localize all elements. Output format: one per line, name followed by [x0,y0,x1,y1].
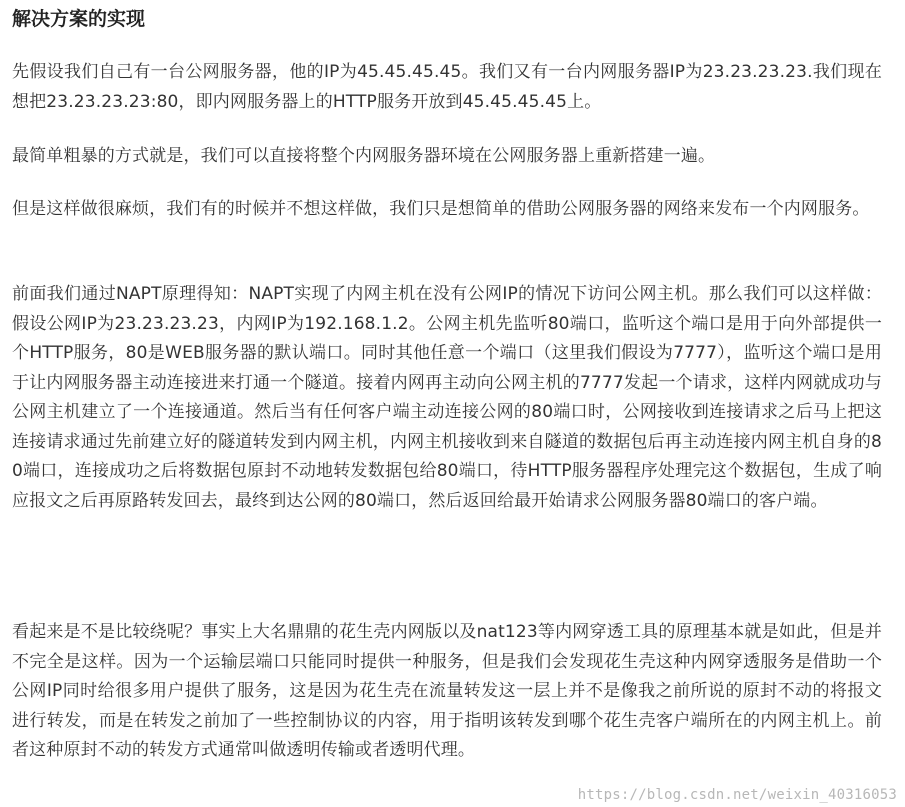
paragraph-3: 但是这样做很麻烦，我们有的时候并不想这样做，我们只是想简单的借助公网服务器的网络来发布一个内网服务。 [12,199,870,219]
paragraph-4: 前面我们通过NAPT原理得知：NAPT实现了内网主机在没有公网IP的情况下访问公网主机。那么我们可以这样做：假设公网IP为23.23.23.23，内网IP为192.168.1.2。公网主机先监听80端口，监听这个端口是用于向外部提供一个HTTP服务，80是WEB服务器的默认端口。同时其他任意一个端口（这里我们假设为7777），监听这个端口是用于让内网服务器主动连接进来打通一个隧道。接着内网再主动向公网主机的7777发起一个请求，这样内网就成功与公网主机建立了一个连接通道。然后当有任何客户端主动连接公网的80端口时，公网接收到连接请求之后马上把这连接请求通过先前建立好的隧道转发到内网主机，内网主机接收到来自隧道的数据包后再主动连接内网主机自身的80端口，连接成功之后将数据包原封不动地转发数据包给80端口，待HTTP服务器程序处理完这个数据包，生成了响应报文之后再原路转发回去，最终到达公网的80端口，然后返回给最开始请求公网服务器80端口的客户端。 [12,284,882,511]
paragraph-1: 先假设我们自己有一台公网服务器，他的IP为45.45.45.45。我们又有一台内网服务器IP为23.23.23.23.我们现在想把23.23.23.23:80，即内网服务器上的HTTP服务开放到45.45.45.45上。 [12,62,882,112]
paragraph-2: 最简单粗暴的方式就是，我们可以直接将整个内网服务器环境在公网服务器上重新搭建一遍。 [12,146,716,166]
blog-watermark: https://blog.csdn.net/weixin_40316053 [577,787,897,803]
section-heading: 解决方案的实现 [12,8,146,30]
article-body [12,0,882,760]
paragraph-5: 看起来是不是比较绕呢？事实上大名鼎鼎的花生壳内网版以及nat123等内网穿透工具的原理基本就是如此，但是并不完全是这样。因为一个运输层端口只能同时提供一种服务，但是我们会发现花生壳这种内网穿透服务是借助一个公网IP同时给很多用户提供了服务，这是因为花生壳在流量转发这一层上并不是像我之前所说的原封不动的将报文进行转发，而是在转发之前加了一些控制协议的内容，用于指明该转发到哪个花生壳客户端所在的内网主机上。前者这种原封不动的转发方式通常叫做透明传输或者透明代理。 [12,622,882,760]
